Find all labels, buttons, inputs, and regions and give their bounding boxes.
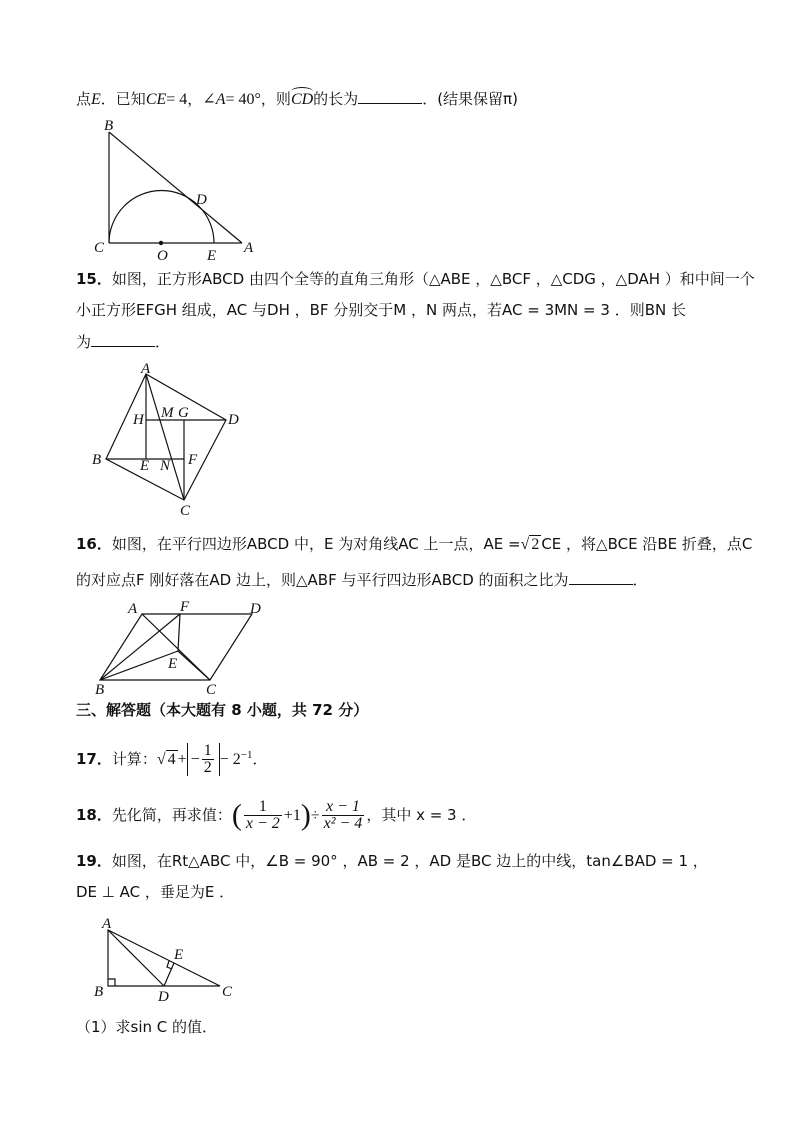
fig19-label-a: A — [102, 916, 112, 932]
q14-text — [76, 88, 518, 110]
q14-t5: ．(结果保留π) — [422, 90, 518, 108]
fig15-label-g: G — [178, 405, 189, 421]
q19-sub1-text: （1）求sin C 的值． — [76, 1018, 218, 1036]
q18-line: 18．先化简，再求值：( $\frac{1}{x - 2}$ +1)÷ $\frac{x - 1}{\text{x² − 4}}$ ，其中 x = 3 ． — [76, 798, 477, 832]
q16-text-end: ． — [632, 571, 648, 589]
fig16-label-e: E — [168, 656, 178, 672]
q14-t4: 的长为 — [313, 90, 359, 108]
q14-eq4: = 4 — [166, 91, 188, 108]
q17-frac-den: 2 — [203, 759, 212, 776]
fig19-triangle-abc — [108, 930, 220, 986]
fig16-label-a: A — [128, 601, 138, 617]
fig19-label-c: C — [222, 984, 233, 1000]
q19-sub1 — [76, 1017, 217, 1037]
q17-exponent: −1 — [240, 749, 253, 761]
q14-arc-cd: CD — [290, 91, 314, 108]
q17-end: ． — [252, 750, 268, 768]
q18-lead: 先化简，再求值： — [111, 806, 232, 824]
q16-text-1b: CE ，将△BCE 沿BE 折叠，点C — [541, 535, 753, 553]
q16-number: 16． — [76, 535, 112, 553]
figure-16 — [90, 598, 280, 698]
q14-t2: ．已知 — [100, 90, 146, 108]
q18-f1-den: x − 2 — [245, 815, 280, 832]
q14-sep: ， — [187, 90, 203, 108]
q16-line2 — [76, 569, 648, 590]
q15-line3 — [76, 331, 170, 352]
figure-19 — [90, 912, 250, 1007]
q17-number: 17． — [76, 750, 112, 768]
q14-t3: ，则 — [260, 90, 291, 108]
fig16-label-b: B — [95, 682, 105, 698]
q17-line: 17．计算：√ 4 + − $\frac{1}{2}$ − $2^{-1}$． — [76, 742, 268, 776]
fig15-label-f: F — [188, 452, 198, 468]
fig15-label-m: M — [161, 405, 174, 421]
fig15-label-a: A — [141, 361, 151, 377]
fig16-line-ef — [178, 614, 180, 651]
q14-t1: 点 — [76, 90, 92, 108]
q17-minus: − — [190, 751, 200, 768]
q14-angle: ∠A — [202, 91, 226, 108]
q17-sqrt-4: 4 — [167, 751, 176, 768]
fig19-label-b: B — [94, 984, 104, 1000]
fig14-label-c: C — [94, 240, 105, 256]
q16-text-2: 的对应点F 刚好落在AD 边上，则△ABF 与平行四边形ABCD 的面积之比为 — [76, 571, 569, 589]
fig14-label-a: A — [244, 240, 254, 256]
fig16-line-ec — [178, 651, 210, 680]
q18-plus-one: +1 — [283, 807, 301, 824]
q19-line1 — [76, 851, 708, 871]
figure-15 — [88, 360, 248, 518]
fig16-line-be — [100, 651, 178, 680]
fig16-label-c: C — [206, 682, 217, 698]
q15-text-2: 小正方形EFGH 组成，AC 与DH ，BF 分别交于M ，N 两点，若AC = 3MN = 3 ．则BN 长 — [76, 301, 686, 319]
q19-text-1: 如图，在Rt△ABC 中，∠B = 90° ，AB = 2 ，AD 是BC 边上的中线，tan∠BAD = 1 ， — [111, 852, 708, 870]
fig15-label-h: H — [133, 412, 144, 428]
section-3-heading: 三、解答题（本大题有 8 小题，共 72 分） — [76, 701, 369, 719]
q18-f2-num: x − 1 — [322, 799, 365, 816]
q17-plus: + — [177, 751, 187, 768]
fig16-label-f: F — [180, 599, 190, 615]
q18-fraction-1 — [244, 799, 282, 832]
q18-tail: ，其中 x = 3 ． — [366, 806, 477, 824]
fig19-line-de — [164, 963, 174, 986]
fig15-square-abcd — [106, 374, 226, 500]
q15-answer-blank[interactable] — [91, 331, 155, 347]
q18-number: 18． — [76, 806, 112, 824]
fig14-label-b: B — [104, 118, 114, 134]
fig15-label-d: D — [228, 412, 239, 428]
q16-line1: 16．如图，在平行四边形ABCD 中，E 为对角线AC 上一点，AE =√ 2 CE ，将△BCE 沿BE 折叠，点C — [76, 535, 753, 553]
q14-eq40: = 40° — [225, 91, 261, 108]
fig14-label-o: O — [157, 248, 168, 262]
fig19-right-angle-b — [108, 979, 115, 986]
q15-line1 — [76, 269, 755, 289]
fig16-label-d: D — [250, 601, 261, 617]
q19-line2 — [76, 882, 234, 902]
fig19-label-d: D — [158, 989, 169, 1005]
q16-sqrt-2: 2 — [531, 536, 540, 553]
q18-f2-den: x² − 4 — [323, 815, 363, 832]
q14-answer-blank[interactable] — [358, 88, 422, 104]
q15-text-3: 为 — [76, 333, 92, 351]
q18-divide: ÷ — [310, 807, 320, 824]
fig14-label-e: E — [207, 248, 217, 262]
q17-absolute — [187, 743, 220, 776]
q16-answer-blank[interactable] — [569, 569, 633, 585]
q15-text-1: 如图，正方形ABCD 由四个全等的直角三角形（△ABE ，△BCF ，△CDG ，△DAH ）和中间一个 — [111, 270, 755, 288]
fig15-label-c: C — [180, 503, 191, 518]
q19-number: 19． — [76, 852, 112, 870]
q15-line2 — [76, 300, 686, 320]
q17-fraction — [202, 743, 214, 776]
q15-text-end: ． — [155, 333, 171, 351]
fig15-label-b: B — [92, 452, 102, 468]
q14-point-e: E — [91, 91, 101, 108]
figure-14 — [86, 112, 276, 262]
fig19-label-e: E — [174, 947, 184, 963]
q14-ce: CE — [145, 91, 167, 108]
fig14-center-o — [159, 241, 163, 245]
q17-lead: 计算： — [111, 750, 157, 768]
q16-text-1a: 如图，在平行四边形ABCD 中，E 为对角线AC 上一点，AE = — [111, 535, 521, 553]
q18-f1-num: 1 — [244, 799, 282, 816]
fig15-label-e: E — [140, 458, 150, 474]
fig15-label-n: N — [160, 458, 171, 474]
q15-number: 15． — [76, 270, 112, 288]
q19-text-2: DE ⊥ AC ，垂足为E ． — [76, 883, 235, 901]
fig14-label-d: D — [196, 192, 207, 208]
q17-tail: − 2 — [219, 751, 241, 768]
fig14-side-ba — [109, 132, 242, 243]
q18-fraction-2 — [322, 799, 365, 832]
q17-frac-num: 1 — [203, 742, 212, 759]
fig19-median-ad — [108, 930, 164, 986]
